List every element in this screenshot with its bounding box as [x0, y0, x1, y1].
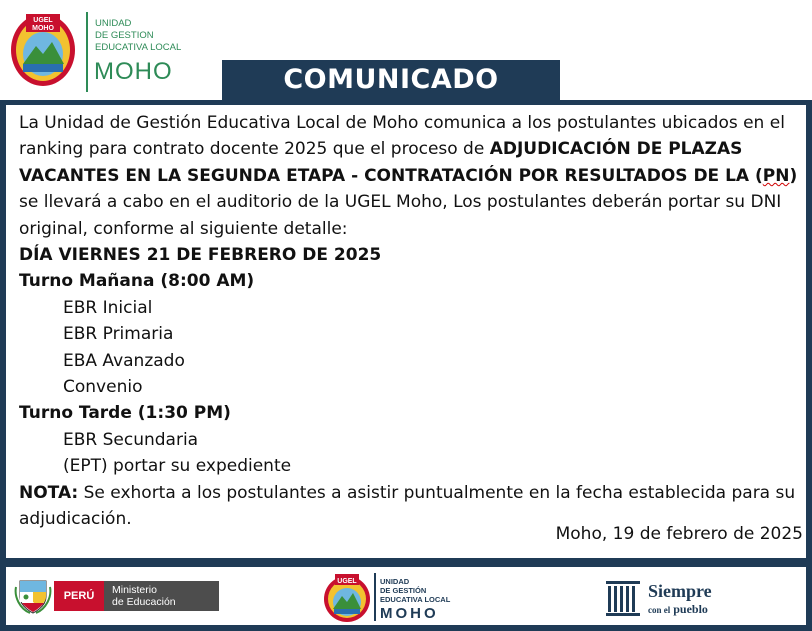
footer-ugel-line-1: UNIDAD	[380, 577, 410, 586]
note-label: NOTA:	[19, 482, 79, 503]
page-title: COMUNICADO	[283, 64, 499, 95]
peru-label: PERÚ	[54, 581, 104, 611]
morning-heading	[19, 268, 799, 294]
pueblo-text: pueblo	[673, 602, 708, 616]
list-item: EBA Avanzado	[63, 350, 185, 371]
logo-moho: MOHO	[94, 58, 173, 85]
footer-moho: MOHO	[380, 605, 439, 622]
body-text	[19, 110, 799, 533]
announcement-body	[6, 105, 806, 558]
ugel-moho-emblem-icon	[8, 8, 78, 88]
afternoon-heading-text: Turno Tarde (1:30 PM)	[19, 403, 231, 424]
logo-line-2: DE GESTION	[95, 30, 154, 41]
logo-divider	[86, 12, 88, 92]
footer-ugel-line-2: DE GESTIÓN	[380, 586, 427, 595]
list-item: EBR Inicial	[63, 297, 153, 318]
ministry-line-1: Ministerio	[112, 584, 157, 596]
title-banner	[222, 60, 560, 100]
intro-text-1: La Unidad de Gestión Educativa Local de Moho comunica a los postulantes ubicados en el ranking para contrato docente 2025 que el proceso de	[19, 113, 785, 160]
footer-ugel-text	[380, 577, 450, 604]
con-el-pueblo	[648, 602, 708, 617]
afternoon-heading	[19, 400, 799, 426]
emblem-badge-top: UGEL	[33, 17, 53, 24]
minedu-logo	[14, 577, 219, 615]
intro-bold-close: )	[789, 165, 798, 186]
logo-line-3: EDUCATIVA LOCAL	[95, 42, 182, 53]
peru-coat-of-arms-icon	[14, 577, 52, 615]
date-heading-text: DÍA VIERNES 21 DE FEBRERO DE 2025	[19, 245, 382, 266]
siempre-text: Siempre	[648, 581, 712, 601]
logo-line-1: UNIDAD	[95, 18, 132, 29]
list-item: EBR Secundaria	[63, 429, 199, 450]
header	[0, 0, 812, 100]
list-item: EBR Primaria	[63, 324, 174, 345]
intro-bold-pn: PN	[762, 165, 790, 186]
siempre-logo	[604, 579, 734, 619]
footer	[6, 567, 806, 625]
footer-ugel-emblem-icon	[322, 571, 372, 623]
footer-logo-divider	[374, 573, 376, 621]
note-text: Se exhorta a los postulantes a asistir puntualmente en la fecha establecida para su adjudicación.	[19, 482, 796, 530]
footer-ugel-line-3: EDUCATIVA LOCAL	[380, 595, 451, 604]
signoff-date: Moho, 19 de febrero de 2025	[555, 524, 803, 544]
intro-text-2: se llevará a cabo en el auditorio de la UGEL Moho, Los postulantes deberán portar su DNI original, conforme al siguiente detalle:	[19, 192, 782, 239]
ministry-label	[104, 581, 219, 611]
intro-paragraph	[19, 110, 799, 242]
morning-heading-text: Turno Mañana (8:00 AM)	[19, 271, 255, 292]
con-el-text: con el	[648, 605, 671, 615]
siempre-columns-icon	[604, 579, 642, 619]
intro-bold: ADJUDICACIÓN DE PLAZAS VACANTES EN LA SEGUNDA ETAPA - CONTRATACIÓN POR RESULTADOS DE LA (	[19, 139, 763, 186]
list-item: (EPT) portar su expediente	[63, 456, 292, 477]
date-heading	[19, 242, 799, 268]
footer-emblem-badge: UGEL	[337, 578, 357, 585]
logo-text	[95, 18, 181, 54]
emblem-badge-bottom: MOHO	[32, 25, 54, 32]
list-item: Convenio	[63, 377, 143, 398]
ministry-line-2: de Educación	[112, 596, 176, 608]
